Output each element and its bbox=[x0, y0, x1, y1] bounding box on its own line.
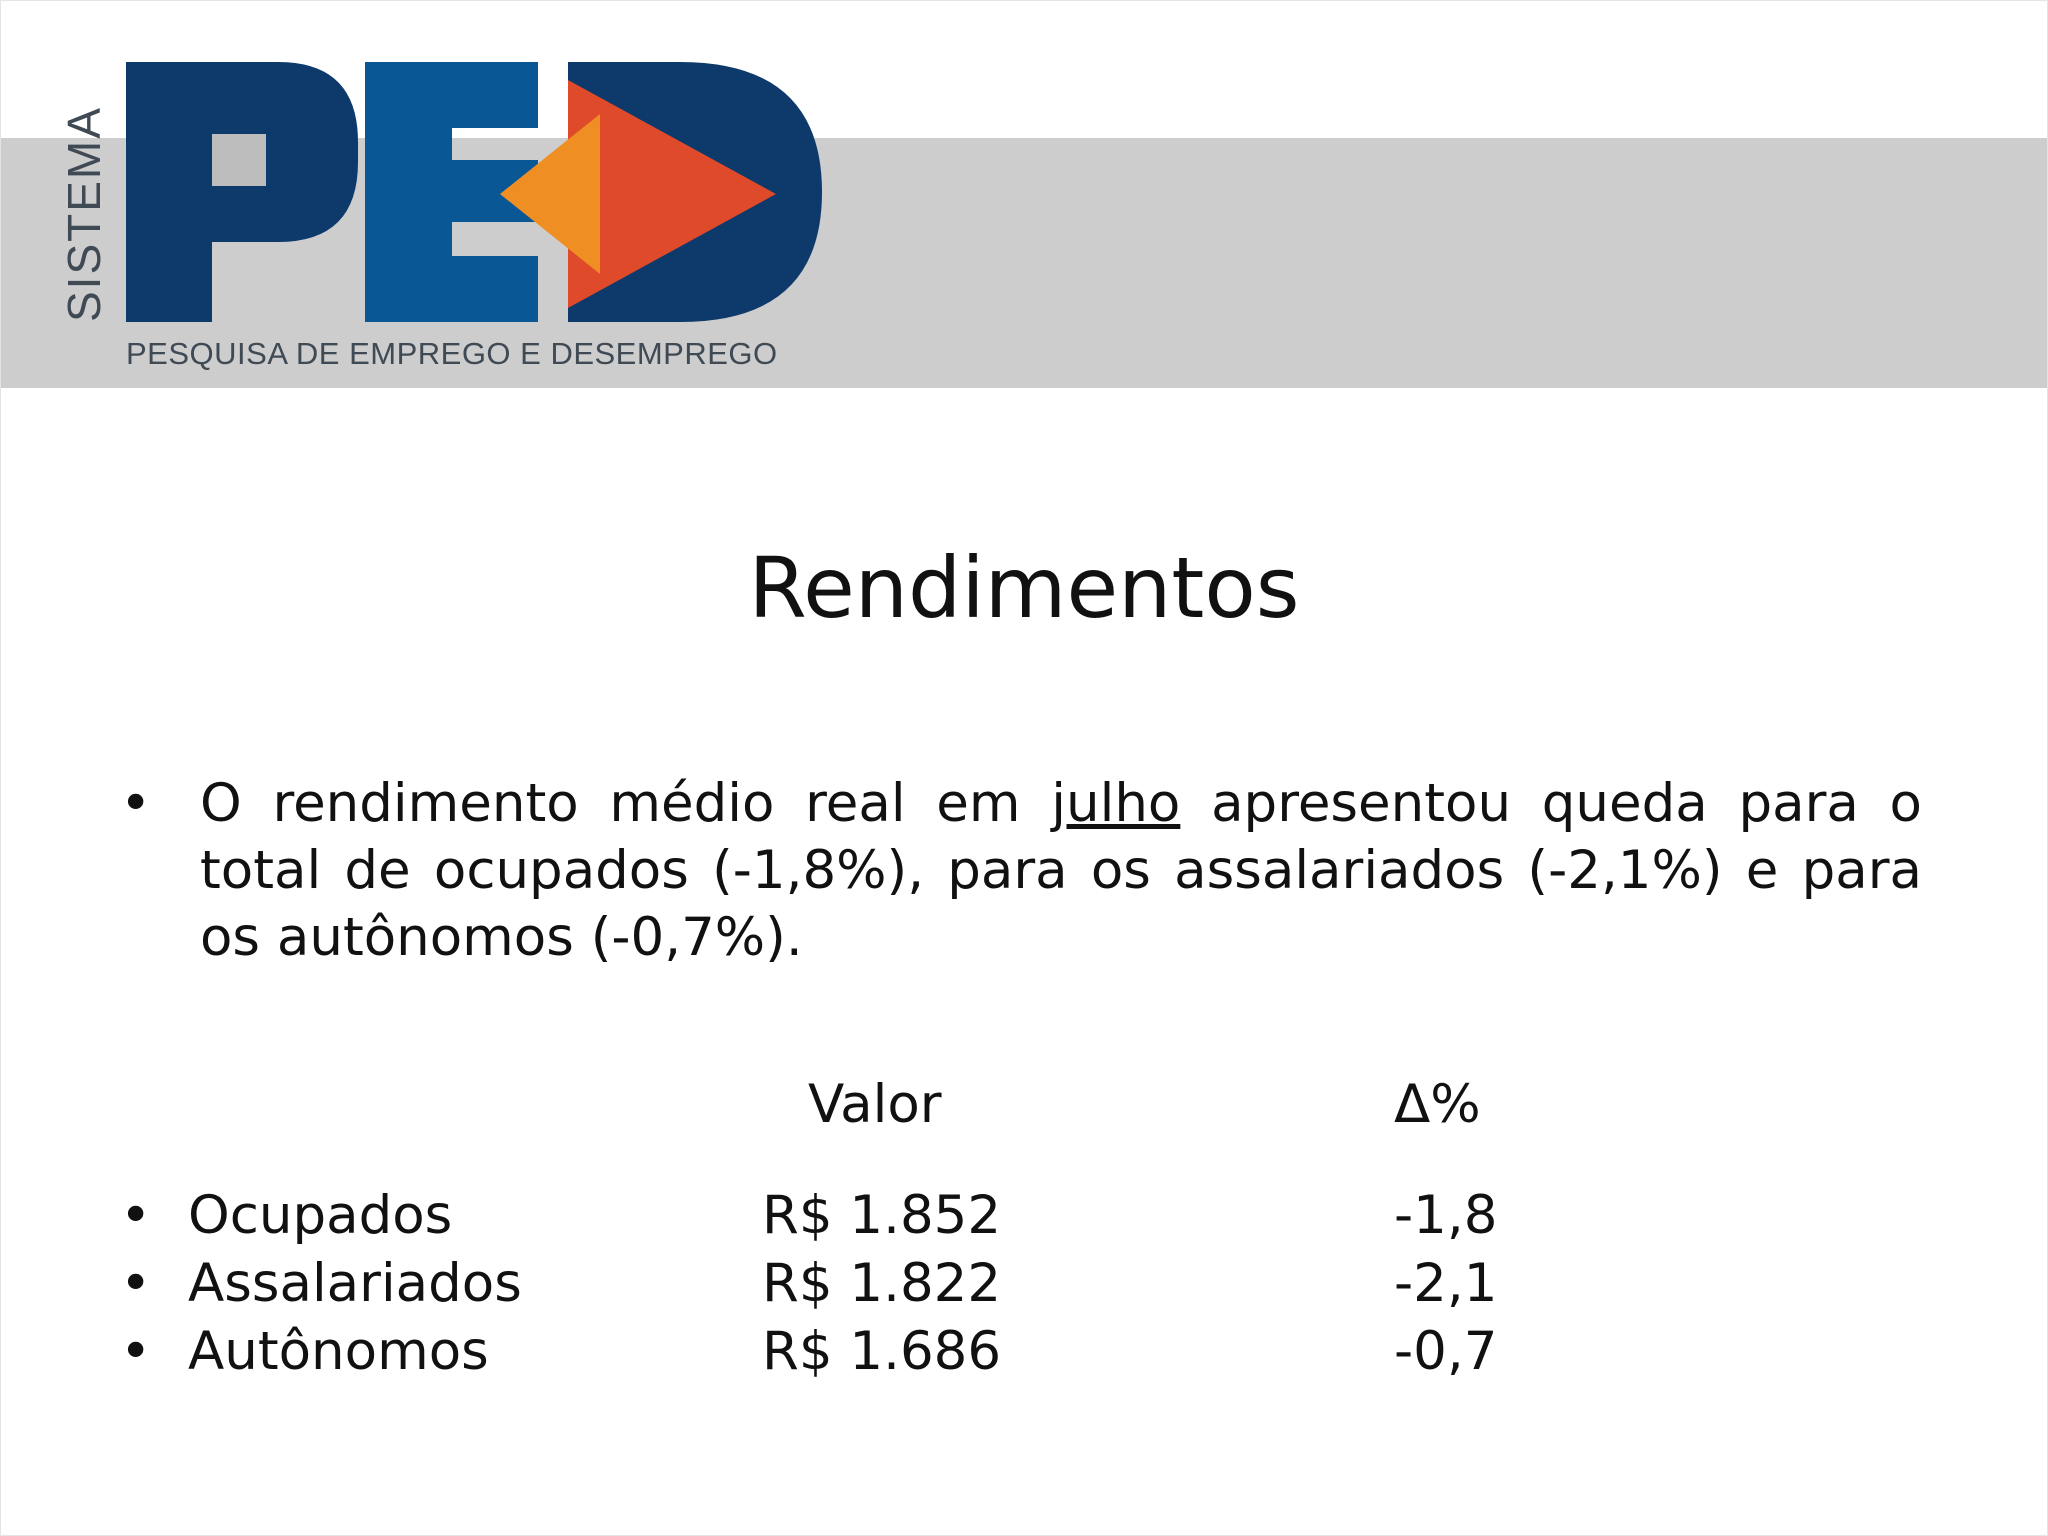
row-delta: -2,1 bbox=[1394, 1253, 1498, 1314]
table-row bbox=[120, 1250, 1620, 1318]
column-header-valor: Valor bbox=[808, 1074, 942, 1135]
logo-vertical-word: SISTEMA bbox=[58, 106, 110, 322]
summary-text-start: O rendimento médio real em bbox=[200, 773, 1052, 834]
bullet-marker: • bbox=[120, 1185, 152, 1246]
ped-logo-graphic bbox=[40, 50, 840, 390]
row-label: Autônomos bbox=[188, 1321, 489, 1382]
table-row bbox=[120, 1182, 1620, 1250]
ped-logo bbox=[40, 50, 840, 390]
logo-orange-arrow bbox=[500, 114, 600, 274]
summary-text bbox=[200, 770, 1922, 971]
bullet-marker: • bbox=[120, 773, 152, 834]
row-valor: R$ 1.686 bbox=[762, 1321, 1002, 1382]
summary-text-end: apresentou queda para o total de ocupados (-1,8%), para os assalariados (-2,1%) e para os autônomos (-0,7%). bbox=[200, 773, 1922, 968]
income-table bbox=[120, 1182, 1620, 1386]
logo-tagline: PESQUISA DE EMPREGO E DESEMPREGO bbox=[126, 336, 778, 371]
slide-title: Rendimentos bbox=[748, 539, 1300, 638]
row-delta: -1,8 bbox=[1394, 1185, 1498, 1246]
logo-letter-p bbox=[126, 62, 358, 322]
row-valor: R$ 1.822 bbox=[762, 1253, 1002, 1314]
row-valor: R$ 1.852 bbox=[762, 1185, 1002, 1246]
row-delta: -0,7 bbox=[1394, 1321, 1498, 1382]
summary-month-underlined: julho bbox=[1051, 773, 1181, 834]
summary-bullet bbox=[120, 770, 1922, 971]
logo-letter-d bbox=[568, 62, 822, 322]
column-header-delta: Δ% bbox=[1394, 1074, 1481, 1135]
row-label: Assalariados bbox=[188, 1253, 522, 1314]
row-label: Ocupados bbox=[188, 1185, 453, 1246]
table-row bbox=[120, 1318, 1620, 1386]
bullet-marker: • bbox=[120, 1321, 152, 1382]
bullet-marker: • bbox=[120, 1253, 152, 1314]
